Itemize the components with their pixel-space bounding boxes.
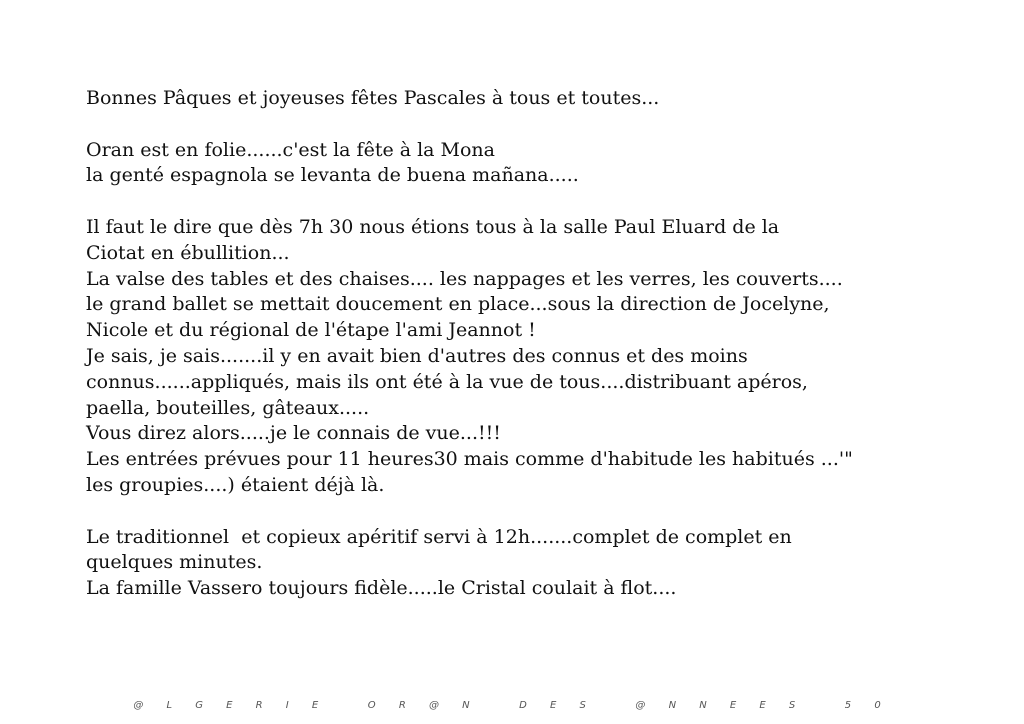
text-line: Vous direz alors.....je le connais de vue...!!! [86, 422, 501, 445]
text-line: connus......appliqués, mais ils ont été à la vue de tous....distribuant apéros, [86, 370, 808, 393]
text-line: les groupies....) étaient déjà là. [86, 473, 385, 496]
document-body [86, 86, 986, 602]
text-line: Il faut le dire que dès 7h 30 nous étions tous à la salle Paul Eluard de la [86, 215, 780, 238]
paragraph-spacer [86, 189, 986, 215]
text-line: Nicole et du régional de l'étape l'ami Jeannot ! [86, 319, 536, 342]
text-line: La valse des tables et des chaises.... les nappages et les verres, les couverts.... [86, 267, 843, 290]
paragraph-spacer [86, 499, 986, 525]
text-line: Ciotat en ébullition... [86, 241, 290, 264]
text-line: quelques minutes. [86, 551, 263, 574]
text-line: La famille Vassero toujours fidèle.....le Cristal coulait à flot.... [86, 577, 677, 600]
text-line: Les entrées prévues pour 11 heures30 mais comme d'habitude les habitués ...'" [86, 448, 853, 471]
text-line: le grand ballet se mettait doucement en place...sous la direction de Jocelyne, [86, 293, 830, 316]
text-line: Bonnes Pâques et joyeuses fêtes Pascales à tous et toutes... [86, 87, 660, 109]
text-line: Je sais, je sais.......il y en avait bien d'autres des connus et des moins [86, 344, 748, 367]
text-line: la genté espagnola se levanta de buena mañana..... [86, 164, 579, 187]
page-footer: @ L G E R I E O R @ N D E S @ N N E E S 5 0 [133, 700, 891, 711]
text-line: Oran est en folie......c'est la fête à la Mona [86, 138, 496, 161]
text-line: Le traditionnel et copieux apéritif servi à 12h.......complet de complet en [86, 525, 792, 548]
text-line: paella, bouteilles, gâteaux..... [86, 396, 370, 419]
paragraph-spacer [86, 112, 986, 138]
